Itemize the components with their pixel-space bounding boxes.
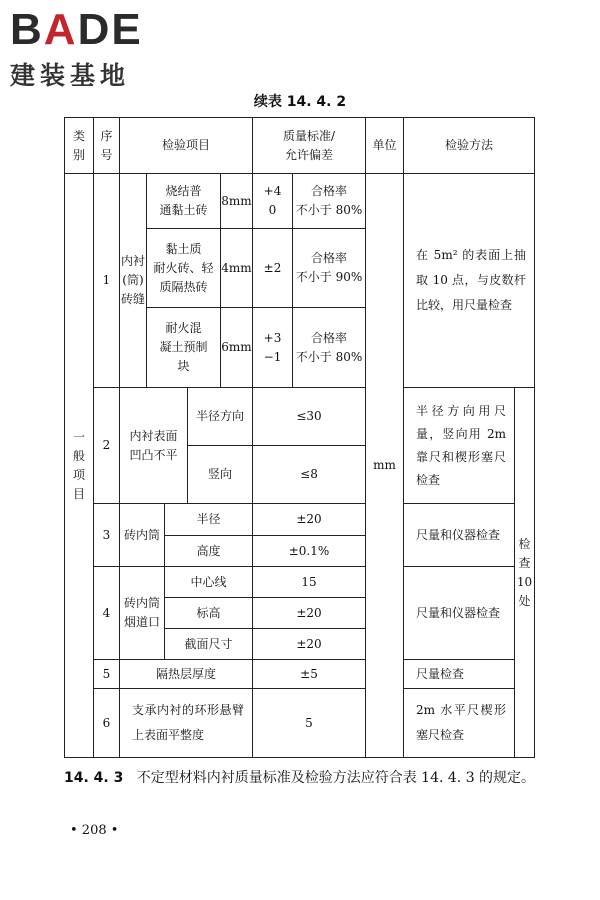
header-unit: 单位 [365,117,404,174]
table-caption: 续表 14. 4. 2 [253,94,347,110]
row3-item-1-value: ±20 [252,503,366,536]
row5-seq: 5 [93,659,120,689]
row1-group: 内衬 (筒) 砖缝 [119,173,147,388]
header-item: 检验项目 [119,117,253,174]
row4-item-1-value: 15 [252,566,366,598]
row6-seq: 6 [93,688,120,758]
row1-item-3-deviation: +3 −1 [252,307,293,388]
row3-method: 尺量和仪器检查 [403,503,515,567]
row1-item-2-deviation: ±2 [252,228,293,308]
row1-item-1-deviation: +4 0 [252,173,293,229]
row1-seq: 1 [93,173,120,388]
row1-method: 在 5m² 的表面上抽取 10 点，与皮数杆比较，用尺量检查 [403,173,535,388]
clause-number: 14. 4. 3 [64,770,124,786]
clause-text: 不定型材料内衬质量标准及检验方法应符合表 14. 4. 3 的规定。 [136,770,536,786]
row4-method: 尺量和仪器检查 [403,566,515,660]
header-standard: 质量标准/ 允许偏差 [252,117,366,174]
page-number: • 208 • [70,823,119,838]
unit-cell: mm [365,173,404,758]
row5-value: ±5 [252,659,366,689]
row1-item-3-name: 耐火混 凝土预制 块 [146,307,221,388]
row3-item-1-name: 半径 [164,503,253,536]
header-category: 类 别 [64,117,94,174]
row2-item-1-value: ≤30 [252,387,366,446]
row2-item-2-name: 竖向 [187,445,253,504]
row1-item-2-size: 4mm [220,228,253,308]
row1-item-1-size: 8mm [220,173,253,229]
row6-method: 2m 水平尺楔形塞尺检查 [403,688,515,758]
bade-logo [10,5,143,92]
clause-14-4-3 [64,766,544,791]
row1-item-2-name: 黏土质 耐火砖、轻 质隔热砖 [146,228,221,308]
row2-item-2-value: ≤8 [252,445,366,504]
row4-item-1-name: 中心线 [164,566,253,598]
row3-item-2-name: 高度 [164,535,253,567]
header-seq: 序 号 [93,117,120,174]
row4-seq: 4 [93,566,120,660]
row4-group: 砖内筒 烟道口 [119,566,165,660]
row1-item-3-rate: 合格率 不小于 80% [292,307,366,388]
row1-item-1-rate: 合格率 不小于 80% [292,173,366,229]
row5-method: 尺量检查 [403,659,515,689]
row2-group: 内衬表面 凹凸不平 [119,387,188,504]
logo-letter-b: B [10,5,44,54]
row4-item-2-name: 标高 [164,597,253,629]
logo-wordmark [10,5,143,54]
row2-seq: 2 [93,387,120,504]
category-cell: 一 般 项 目 [64,173,94,758]
header-method: 检验方法 [403,117,535,174]
row2-method: 半径方向用尺量，竖向用 2m 靠尺和楔形塞尺检查 [403,387,515,504]
row4-item-3-value: ±20 [252,628,366,660]
row4-item-2-value: ±20 [252,597,366,629]
row3-group: 砖内筒 [119,503,165,567]
check-count-cell: 检 查 10 处 [514,387,535,758]
row3-item-2-value: ±0.1% [252,535,366,567]
row1-item-1-name: 烧结普 通黏土砖 [146,173,221,229]
row1-item-2-rate: 合格率 不小于 90% [292,228,366,308]
row6-item: 支承内衬的环形悬臂上表面平整度 [119,688,253,758]
row1-item-3-size: 6mm [220,307,253,388]
row4-item-3-name: 截面尺寸 [164,628,253,660]
row2-item-1-name: 半径方向 [187,387,253,446]
row5-item: 隔热层厚度 [119,659,253,689]
row6-value: 5 [252,688,366,758]
row3-seq: 3 [93,503,120,567]
logo-letters-de: DE [77,5,143,54]
logo-letter-a: A [43,5,78,54]
logo-subtitle: 建装基地 [10,61,131,90]
